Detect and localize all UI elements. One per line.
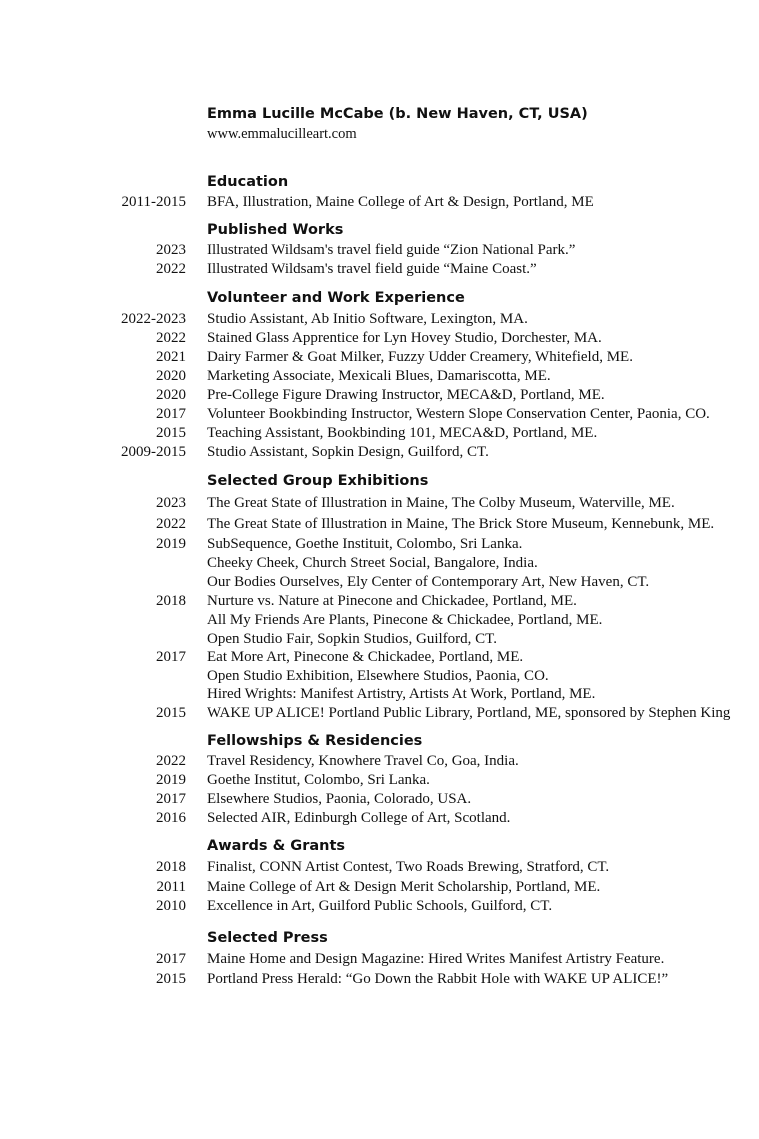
section-title: Education [207, 174, 289, 190]
item-year: 2016 [156, 810, 186, 826]
list-item [0, 592, 759, 611]
item-year: 2017 [156, 649, 186, 665]
item-text: Eat More Art, Pinecone & Chickadee, Portland, ME. [207, 649, 524, 665]
list-item [0, 878, 759, 897]
item-text: Illustrated Wildsam's travel field guide “Zion National Park.” [207, 242, 576, 258]
item-text: WAKE UP ALICE! Portland Public Library, Portland, ME, sponsored by Stephen King [207, 705, 731, 721]
item-year: 2018 [156, 859, 186, 875]
list-item [0, 950, 759, 969]
item-text: Goethe Institut, Colombo, Sri Lanka. [207, 772, 430, 788]
item-text: Pre-College Figure Drawing Instructor, MECA&D, Portland, ME. [207, 387, 605, 403]
item-text: The Great State of Illustration in Maine, The Brick Store Museum, Kennebunk, ME. [207, 516, 715, 532]
list-item [0, 704, 759, 723]
item-text: Our Bodies Ourselves, Ely Center of Contemporary Art, New Haven, CT. [207, 574, 650, 590]
item-text: Finalist, CONN Artist Contest, Two Roads Brewing, Stratford, CT. [207, 859, 610, 875]
item-text: SubSequence, Goethe Instituit, Colombo, Sri Lanka. [207, 536, 523, 552]
list-item [0, 790, 759, 809]
list-item [0, 386, 759, 405]
list-item [0, 348, 759, 367]
list-item [0, 443, 759, 462]
list-item [0, 573, 759, 592]
item-text: The Great State of Illustration in Maine, The Colby Museum, Waterville, ME. [207, 495, 675, 511]
list-item [0, 970, 759, 989]
item-year: 2011-2015 [121, 194, 186, 210]
item-text: Maine College of Art & Design Merit Scholarship, Portland, ME. [207, 879, 601, 895]
list-item [0, 611, 759, 630]
item-year: 2017 [156, 791, 186, 807]
item-year: 2009-2015 [121, 444, 186, 460]
item-text: Elsewhere Studios, Paonia, Colorado, USA. [207, 791, 472, 807]
list-item [0, 771, 759, 790]
list-item [0, 193, 759, 212]
item-year: 2022 [156, 753, 186, 769]
list-item [0, 630, 759, 649]
item-year: 2010 [156, 898, 186, 914]
item-text: All My Friends Are Plants, Pinecone & Chickadee, Portland, ME. [207, 612, 603, 628]
item-text: Nurture vs. Nature at Pinecone and Chickadee, Portland, ME. [207, 593, 577, 609]
item-text: Travel Residency, Knowhere Travel Co, Goa, India. [207, 753, 519, 769]
item-text: Portland Press Herald: “Go Down the Rabbit Hole with WAKE UP ALICE!” [207, 971, 669, 987]
item-text: Open Studio Exhibition, Elsewhere Studios, Paonia, CO. [207, 668, 549, 684]
item-year: 2015 [156, 705, 186, 721]
item-year: 2019 [156, 536, 186, 552]
item-year: 2015 [156, 425, 186, 441]
section-title: Awards & Grants [207, 838, 346, 854]
list-item [0, 685, 759, 704]
item-year: 2011 [156, 879, 186, 895]
item-text: Studio Assistant, Ab Initio Software, Lexington, MA. [207, 311, 528, 327]
resume-header [207, 104, 588, 144]
list-item [0, 809, 759, 828]
item-year: 2018 [156, 593, 186, 609]
list-item [0, 554, 759, 573]
section-title: Volunteer and Work Experience [207, 290, 465, 306]
list-item [0, 667, 759, 686]
item-text: Open Studio Fair, Sopkin Studios, Guilford, CT. [207, 631, 497, 647]
list-item [0, 494, 759, 513]
item-text: Volunteer Bookbinding Instructor, Western Slope Conservation Center, Paonia, CO. [207, 406, 710, 422]
item-text: Marketing Associate, Mexicali Blues, Damariscotta, ME. [207, 368, 551, 384]
artist-name: Emma Lucille McCabe (b. New Haven, CT, USA) [207, 106, 588, 122]
item-year: 2020 [156, 387, 186, 403]
item-year: 2022 [156, 516, 186, 532]
section-title: Selected Group Exhibitions [207, 473, 429, 489]
item-year: 2015 [156, 971, 186, 987]
item-year: 2021 [156, 349, 186, 365]
list-item [0, 535, 759, 554]
website-link[interactable]: www.emmalucilleart.com [207, 126, 357, 142]
item-text: Stained Glass Apprentice for Lyn Hovey Studio, Dorchester, MA. [207, 330, 602, 346]
item-text: Maine Home and Design Magazine: Hired Writes Manifest Artistry Feature. [207, 951, 665, 967]
section-title: Fellowships & Residencies [207, 733, 423, 749]
list-item [0, 367, 759, 386]
item-text: BFA, Illustration, Maine College of Art & Design, Portland, ME [207, 194, 594, 210]
item-year: 2022 [156, 330, 186, 346]
item-text: Selected AIR, Edinburgh College of Art, Scotland. [207, 810, 511, 826]
item-year: 2022 [156, 261, 186, 277]
list-item [0, 405, 759, 424]
item-year: 2017 [156, 951, 186, 967]
item-year: 2019 [156, 772, 186, 788]
section-title: Published Works [207, 222, 344, 238]
item-year: 2020 [156, 368, 186, 384]
item-year: 2017 [156, 406, 186, 422]
item-text: Dairy Farmer & Goat Milker, Fuzzy Udder Creamery, Whitefield, ME. [207, 349, 633, 365]
list-item [0, 752, 759, 771]
list-item [0, 648, 759, 667]
list-item [0, 515, 759, 534]
list-item [0, 424, 759, 443]
item-text: Teaching Assistant, Bookbinding 101, MECA&D, Portland, ME. [207, 425, 598, 441]
list-item [0, 897, 759, 916]
item-year: 2023 [156, 242, 186, 258]
list-item [0, 241, 759, 260]
item-text: Cheeky Cheek, Church Street Social, Bangalore, India. [207, 555, 538, 571]
list-item [0, 310, 759, 329]
item-year: 2022-2023 [121, 311, 186, 327]
item-text: Illustrated Wildsam's travel field guide “Maine Coast.” [207, 261, 537, 277]
item-text: Hired Wrights: Manifest Artistry, Artists At Work, Portland, ME. [207, 686, 596, 702]
list-item [0, 329, 759, 348]
item-text: Excellence in Art, Guilford Public Schools, Guilford, CT. [207, 898, 553, 914]
item-year: 2023 [156, 495, 186, 511]
section-title: Selected Press [207, 930, 328, 946]
list-item [0, 858, 759, 877]
item-text: Studio Assistant, Sopkin Design, Guilford, CT. [207, 444, 489, 460]
list-item [0, 260, 759, 279]
